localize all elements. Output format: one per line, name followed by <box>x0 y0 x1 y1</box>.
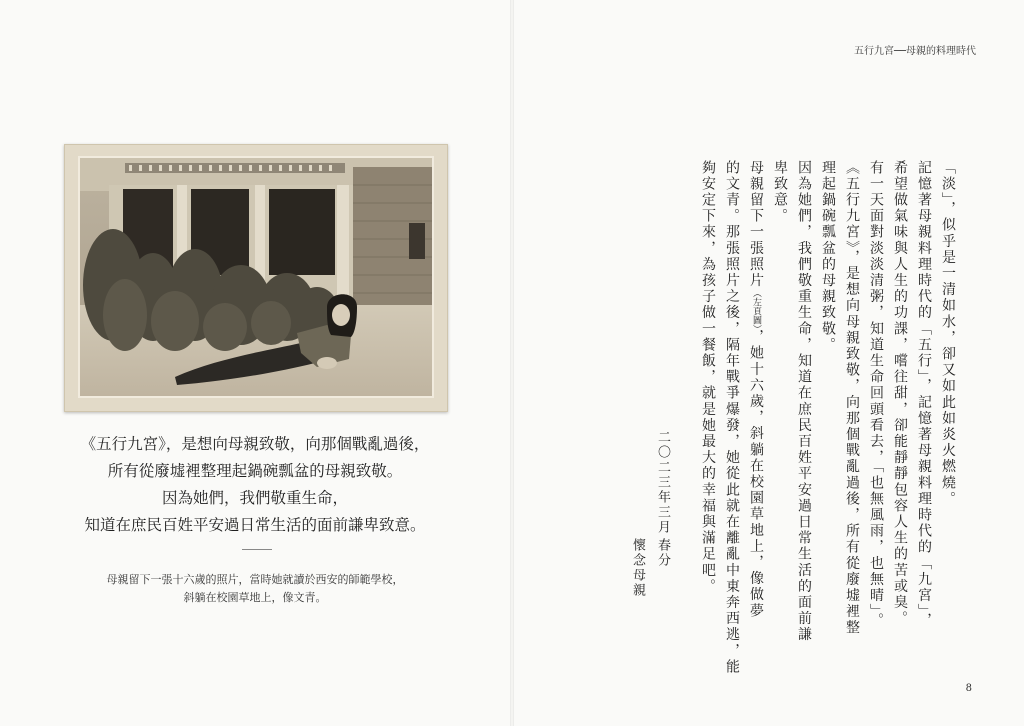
body-column-9-start: 母親留下一張照片 <box>748 160 764 289</box>
running-header: 五行九宮──母親的料理時代 <box>853 46 976 57</box>
body-column-4: 有一天面對淡淡清粥，知道生命回頭看去，「也無風雨，也無晴」。 <box>868 160 884 629</box>
photo-note <box>64 571 446 607</box>
vertical-body-text <box>696 160 960 676</box>
signature-date: 二〇二三年三月 <box>655 430 670 535</box>
note-line-1: 母親留下一張十六歲的照片，當時她就讀於西安的師範學校， <box>106 573 404 586</box>
body-column-10: 的文青。那張照片之後，隔年戰爭爆發，她從此就在離亂中東奔西逃，能 <box>724 160 740 676</box>
body-column-5: 《五行九宮》，是想向母親致敬，向那個戰亂過後，所有從廢墟裡整 <box>844 160 860 636</box>
caption-line-1: 《五行九宮》，是想向母親致敬，向那個戰亂過後， <box>80 435 430 453</box>
signature-season: 春分 <box>655 538 670 568</box>
body-column-9-end: ，她十六歲，斜躺在校園草地上，像做夢 <box>748 329 764 620</box>
body-column-7: 因為她們，我們敬重生命，知道在庶民百姓平安過日常生活的面前謙 <box>796 160 812 643</box>
vintage-photo-illustration <box>65 145 447 411</box>
caption-divider <box>242 549 272 550</box>
photo-caption <box>64 431 446 539</box>
note-line-2: 斜躺在校園草地上，像文青。 <box>183 591 327 604</box>
page-number: 8 <box>965 683 972 694</box>
body-column-1: 「淡」，似乎是一清如水，卻又如此如炎火燃燒。 <box>940 160 956 508</box>
caption-line-4: 知道在庶民百姓平安過日常生活的面前謙卑致意。 <box>84 516 426 534</box>
body-column-9 <box>744 160 768 620</box>
vintage-photo <box>64 144 448 412</box>
signature-author: 懷念母親 <box>630 538 645 598</box>
caption-line-2: 所有從廢墟裡整理起鍋碗瓢盆的母親致敬。 <box>107 462 403 480</box>
book-gutter <box>510 0 514 726</box>
body-column-6: 理起鍋碗瓢盆的母親致敬。 <box>820 160 836 354</box>
body-column-11: 夠安定下來，為孩子做一餐飯，就是她最大的幸福與滿足吧。 <box>700 160 716 595</box>
caption-line-3: 因為她們，我們敬重生命， <box>161 489 348 507</box>
body-column-2: 記憶著母親料理時代的「五行」，記憶著母親料理時代的「九宮」， <box>916 160 932 629</box>
photo-reference: （左頁圖） <box>751 288 761 330</box>
body-column-8: 卑致意。 <box>772 160 788 225</box>
body-column-3: 希望做氣味與人生的功課，嚐往甜，卻能靜靜包容人生的苦或臭。 <box>892 160 908 627</box>
